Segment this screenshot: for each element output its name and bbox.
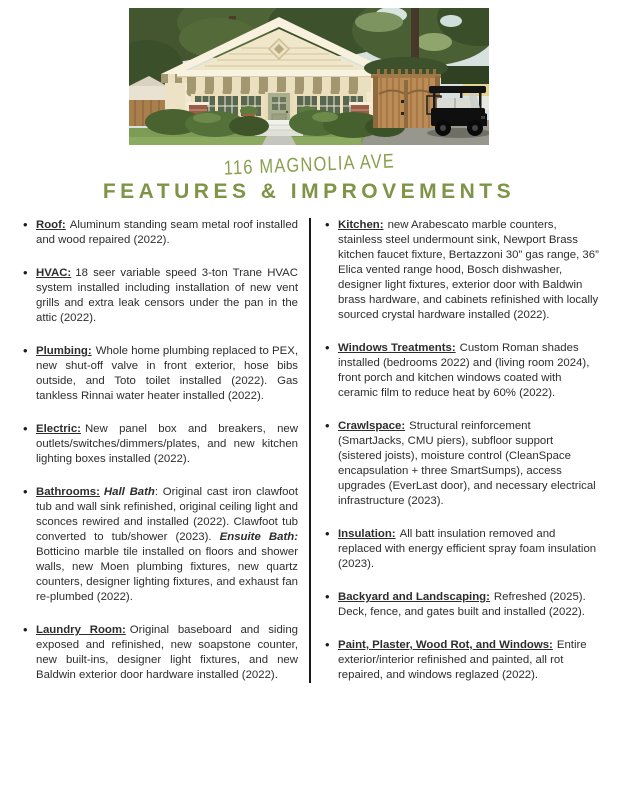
address-line (0, 150, 618, 180)
front-grass (129, 137, 361, 145)
list-item-plumbing (22, 344, 298, 404)
list-item-electric (22, 422, 298, 467)
item-text: Structural reinforcement (SmartJacks, CMU piers), subfloor support (sistered joists), moisture control (CleanSpace encapsulation + three SmartSumps), access upgrades (EverLast door), and necessary electrical infrastructure (2023). (338, 420, 596, 507)
item-header: Plumbing: (36, 345, 92, 357)
item-text: Whole home plumbing replaced to PEX, new shut-off valve in front exterior, hose bibs outside, and Toto toilet installed (2022). Gas tankless Rinnai water heater installed (2022). (36, 345, 298, 402)
feature-columns (0, 218, 618, 683)
item-header: Kitchen: (338, 219, 384, 231)
item-text: Entire exterior/interior refinished and painted, all rot repaired, and windows reglazed (2022). (338, 639, 587, 681)
right-column (311, 218, 600, 683)
item-text: Botticino marble tile installed on floors and shower walls, new Moen plumbing fixtures, new quartz counters, designer lighting fixtures, and exhaust fan re-plumbed (2022). (36, 546, 298, 603)
item-text: New panel box and breakers, new outlets/switches/dimmers/plates, and new kitchen lighting boxes installed (2022). (36, 423, 298, 465)
list-item-hvac (22, 266, 298, 326)
left-column (22, 218, 309, 683)
property-address: 116 MAGNOLIA AVE (223, 150, 395, 180)
item-text: Aluminum standing seam metal roof installed and wood repaired (2022). (36, 219, 298, 246)
house-photo-illustration (129, 8, 489, 145)
item-header: Electric: (36, 423, 81, 435)
item-header: Laundry Room: (36, 624, 126, 636)
item-text: : Original cast iron clawfoot tub and wall sink refinished, original ceiling light and sconces rewired and installed (2022). Clawfoot tub converted to tub/shower (2023). (36, 486, 298, 543)
list-item-kitchen (324, 218, 600, 323)
item-header: Insulation: (338, 528, 396, 540)
item-header: Paint, Plaster, Wood Rot, and Windows: (338, 639, 553, 651)
house-photo (129, 8, 489, 145)
list-item-laundry-room (22, 623, 298, 683)
item-text: Original baseboard and siding exposed and refinished, new soapstone counter, new built-ins, designer light fixtures, and new Baldwin exterior door hardware installed (2022). (36, 624, 299, 681)
item-header: Bathrooms: (36, 486, 100, 498)
item-text: All batt insulation removed and replaced with energy efficient spray foam insulation (2023). (338, 528, 597, 570)
list-item-backyard-landscaping (324, 590, 600, 620)
item-header: Roof: (36, 219, 66, 231)
item-header: HVAC: (36, 267, 72, 279)
list-item-bathrooms (22, 485, 298, 605)
item-header: Windows Treatments: (338, 342, 456, 354)
item-subheader-ensuite-bath: Ensuite Bath: (219, 531, 298, 543)
list-item-roof (22, 218, 298, 248)
item-header: Backyard and Landscaping: (338, 591, 490, 603)
item-text: new Arabescato marble counters, stainless steel undermount sink, Newport Brass kitchen faucet fixture, Bertazzoni 30” gas range, 36” Elica vented range hood, Bosch dishwasher, designer light fixtures, exterior door with Baldwin brass hardware, and cabinets refinished with locally sourced crystal hardware installed (2022). (338, 219, 599, 321)
item-text: 18 seer variable speed 3-ton Trane HVAC system installed including installation of new vent grills and extra leak censors under the pan in the attic (2022). (36, 267, 298, 324)
page-title: FEATURES & IMPROVEMENTS (102, 180, 516, 203)
list-item-crawlspace (324, 419, 600, 509)
item-subheader-hall-bath: Hall Bath (103, 486, 155, 498)
item-text: Refreshed (2025). Deck, fence, and gates built and installed (2022). (338, 591, 586, 618)
list-item-paint-plaster (324, 638, 600, 683)
list-item-windows-treatments (324, 341, 600, 401)
item-header: Crawlspace: (338, 420, 406, 432)
item-text: Custom Roman shades installed (bedrooms 2022) and (living room 2024), front porch and kitchen windows coated with ceramic film to reduce heat by 60% (2022). (338, 342, 590, 399)
list-item-insulation (324, 527, 600, 572)
